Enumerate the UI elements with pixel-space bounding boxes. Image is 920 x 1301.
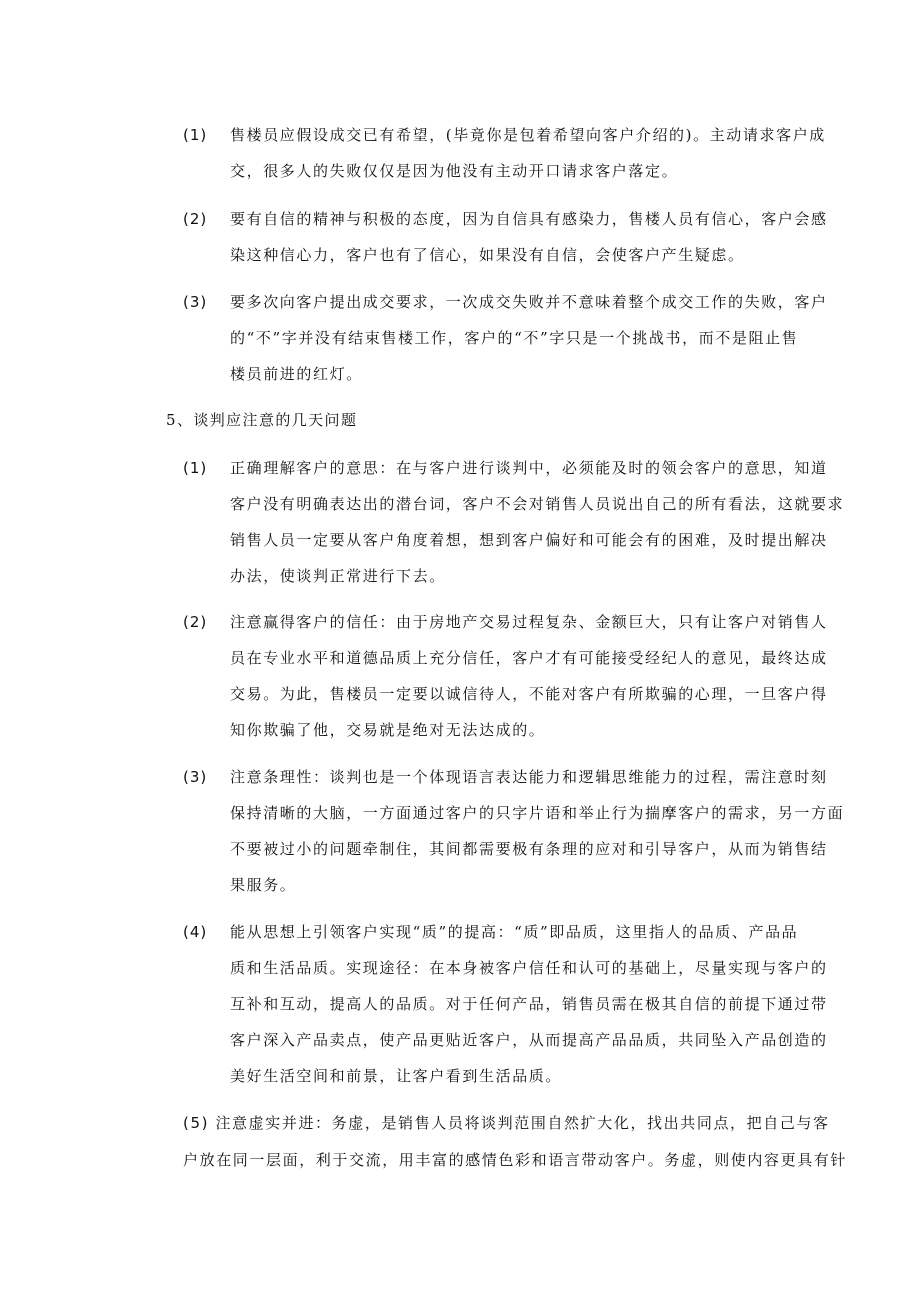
paragraph-line: 客户没有明确表达出的潜台词，客户不会对销售人员说出自己的所有看法，这就要求 xyxy=(230,495,845,513)
item-number: (2) xyxy=(183,613,208,631)
paragraph-line: 员在专业水平和道德品质上充分信任，客户才有可能接受经纪人的意见，最终达成 xyxy=(230,649,828,667)
paragraph-line: 楼员前进的红灯。 xyxy=(230,365,363,383)
paragraph-line: 的“不”字并没有结束售楼工作，客户的“不”字只是一个挑战书，而不是阻止售 xyxy=(230,329,799,347)
paragraph-line: 不要被过小的问题牵制住，其间都需要极有条理的应对和引导客户，从而为销售结 xyxy=(230,840,828,858)
paragraph-line: 交，很多人的失败仅仅是因为他没有主动开口请求客户落定。 xyxy=(230,162,679,180)
paragraph-line: 注意赢得客户的信任：由于房地产交易过程复杂、金额巨大，只有让客户对销售人 xyxy=(230,613,828,631)
section-heading: 5、谈判应注意的几天问题 xyxy=(166,411,358,429)
paragraph-line: 果服务。 xyxy=(230,876,297,894)
paragraph-line: 客户深入产品卖点，使产品更贴近客户，从而提高产品品质，共同坠入产品创造的 xyxy=(230,1031,828,1049)
item-number: (3) xyxy=(183,768,208,786)
paragraph-line: 售楼员应假设成交已有希望，(毕竟你是包着希望向客户介绍的)。主动请求客户成 xyxy=(230,126,826,144)
item-number: (4) xyxy=(183,923,208,941)
paragraph-line: 质和生活品质。实现途径：在本身被客户信任和认可的基础上，尽量实现与客户的 xyxy=(230,959,828,977)
paragraph-line: 销售人员一定要从客户角度着想，想到客户偏好和可能会有的困难，及时提出解决 xyxy=(230,531,828,549)
paragraph-line: 办法，使谈判正常进行下去。 xyxy=(230,567,446,585)
item-number: (1) xyxy=(183,459,208,477)
item-number: (1) xyxy=(183,126,208,144)
paragraph-line xyxy=(183,1105,830,1141)
paragraph-text: 注意虚实并进：务虚，是销售人员将谈判范围自然扩大化，找出共同点，把自己与客 xyxy=(215,1114,830,1132)
paragraph-line: 交易。为此，售楼员一定要以诚信待人，不能对客户有所欺骗的心理，一旦客户得 xyxy=(230,685,828,703)
paragraph-line: 要多次向客户提出成交要求，一次成交失败并不意味着整个成交工作的失败，客户 xyxy=(230,293,828,311)
item-number: (3) xyxy=(183,293,208,311)
paragraph-line: 正确理解客户的意思：在与客户进行谈判中，必须能及时的领会客户的意思，知道 xyxy=(230,459,828,477)
paragraph-line: 户放在同一层面，利于交流，用丰富的感情色彩和语言带动客户。务虚，则使内容更具有针 xyxy=(183,1151,848,1169)
paragraph-line: 注意条理性：谈判也是一个体现语言表达能力和逻辑思维能力的过程，需注意时刻 xyxy=(230,768,828,786)
paragraph-line: 要有自信的精神与积极的态度，因为自信具有感染力，售楼人员有信心，客户会感 xyxy=(230,210,828,228)
item-number: (2) xyxy=(183,210,208,228)
paragraph-line: 美好生活空间和前景，让客户看到生活品质。 xyxy=(230,1067,563,1085)
paragraph-line: 知你欺骗了他，交易就是绝对无法达成的。 xyxy=(230,721,546,739)
paragraph-line: 保持清晰的大脑，一方面通过客户的只字片语和举止行为揣摩客户的需求，另一方面 xyxy=(230,804,845,822)
paragraph-line: 染这种信心力，客户也有了信心，如果没有自信，会使客户产生疑虑。 xyxy=(230,246,745,264)
item-number: (5) xyxy=(183,1114,210,1132)
paragraph-line: 能从思想上引领客户实现“质”的提高：“质”即品质，这里指人的品质、产品品 xyxy=(230,923,799,941)
paragraph-line: 互补和互动，提高人的品质。对于任何产品，销售员需在极其自信的前提下通过带 xyxy=(230,995,828,1013)
